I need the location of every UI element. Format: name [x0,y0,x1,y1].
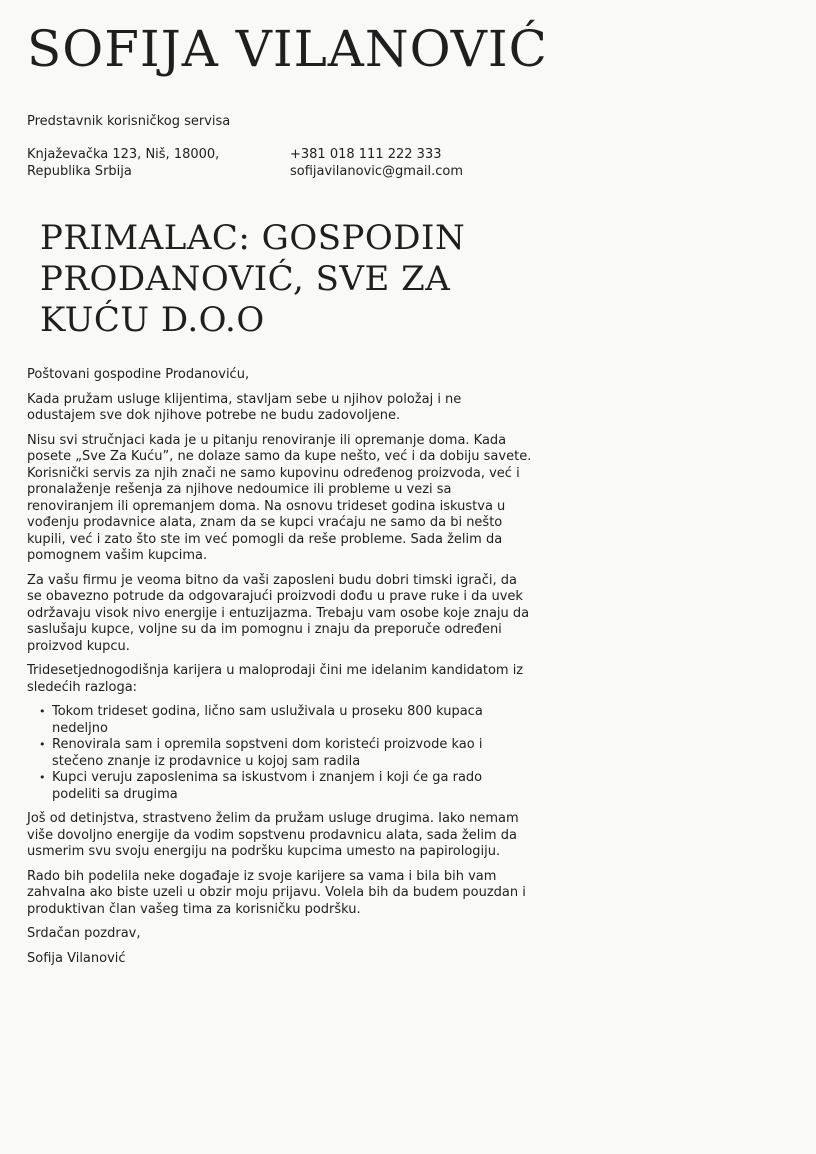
paragraph-5: Još od detinjstva, strastveno želim da pružam usluge drugima. Iako nemam više dovoljno energije da vodim sopstvenu prodavnicu alata, sada želim da usmerim svu svoju energiju na podršku kupcima umesto na papirologiju. [27,811,519,859]
applicant-role: Predstavnik korisničkog servisa [27,114,231,129]
phone-number: +381 018 111 222 333 [290,147,442,162]
applicant-name: SOFIJA VILANOVIĆ [27,20,548,78]
address-line-1: Knjaževačka 123, Niš, 18000, [27,147,220,162]
paragraph-4: Tridesetjednogodišnja karijera u maloprodaji čini me idelanim kandidatom iz sledećih razloga: [27,663,524,695]
greeting: Poštovani gospodine Prodanoviću, [27,367,250,382]
signature: Sofija Vilanović [27,950,126,966]
email-address: sofijavilanovic@gmail.com [290,164,464,179]
reasons-list [27,704,532,803]
paragraph-2: Nisu svi stručnjaci kada je u pitanju renoviranje ili opremanje doma. Kada posete „Sve Za Kuću”, ne dolaze samo da kupe nešto, već i da dobiju savete. Korisnički servis za njih znači ne samo kupovinu određenog proizvoda, već i pronalaženje rešenja za njihove nedoumice ili probleme u vezi sa renoviranjem ili opremanjem doma. Na osnovu trideset godina iskustva u vođenju prodavnice alata, znam da se kupci vraćaju ne samo da bi nešto kupili, već i zato što ste im već pomogli da reše probleme. Sada želim da pomognem vašim kupcima. [27,432,532,563]
list-item: • Renovirala sam i opremila sopstveni dom koristeći proizvode kao i stečeno znanje iz prodavnice u kojoj sam radila [52,737,532,770]
address-block [27,146,219,180]
paragraph-6: Rado bih podelila neke događaje iz svoje karijere sa vama i bila bih vam zahvalna ako biste uzeli u obzir moju prijavu. Volela bih da budem pouzdan i produktivan član vašeg tima za korisničku podršku. [27,868,526,917]
paragraph-3: Za vašu firmu je veoma bitno da vaši zaposleni budu dobri timski igrači, da se obavezno potrude da odgovarajući proizvodi dođu u prave ruke i da uvek održavaju visok nivo energije i entuzijazma. Trebaju vam osobe koje znaju da saslušaju kupce, voljne su da im pomognu i znaju da preporuče određeni proizvod kupcu. [27,572,530,654]
paragraph-1: Kada pružam usluge klijentima, stavljam sebe u njihov položaj i ne odustajem sve dok njihove potrebe ne budu zadovoljene. [27,391,462,423]
contact-block [290,146,463,180]
list-item: • Kupci veruju zaposlenima sa iskustvom i znanjem i koji će ga rado podeliti sa drugima [52,770,532,803]
recipient-heading: PRIMALAC: GOSPODIN PRODANOVIĆ, SVE ZA KUĆU D.O.O [40,218,466,340]
address-line-2: Republika Srbija [27,164,132,179]
letter-body [27,367,532,975]
list-item: • Tokom trideset godina, lično sam usluživala u proseku 800 kupaca nedeljno [52,704,532,737]
closing: Srdačan pozdrav, [27,926,141,941]
